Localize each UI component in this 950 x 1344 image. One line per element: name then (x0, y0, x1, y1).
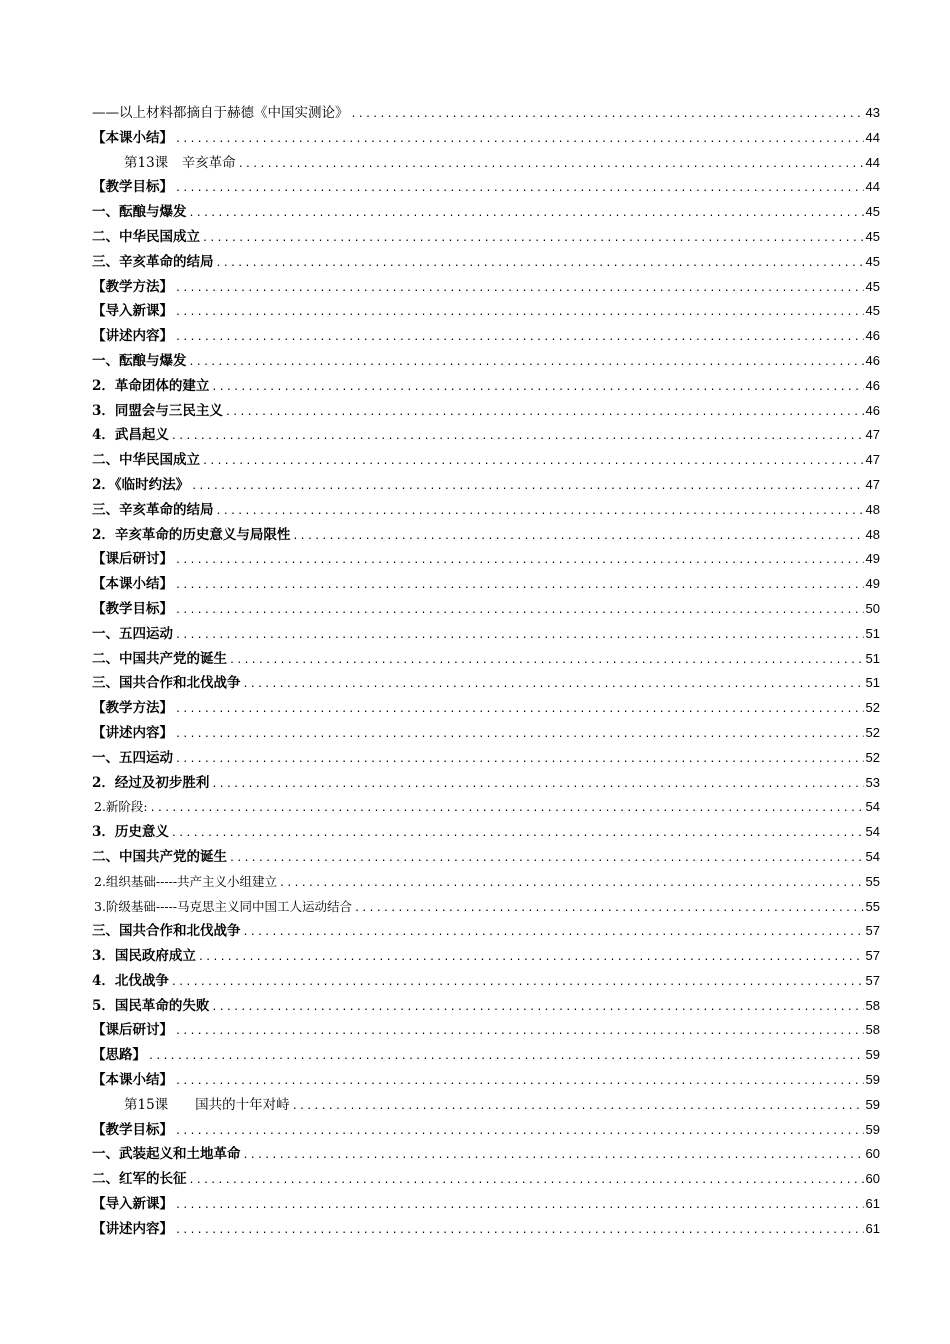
toc-entry-page-number: 51 (865, 625, 880, 641)
toc-entry-title: 4．北伐战争 (92, 972, 169, 989)
toc-entry[interactable] (92, 870, 880, 895)
toc-entry-title: ——以上材料都摘自于赫德《中国实测论》 (92, 105, 349, 121)
toc-entry[interactable] (92, 250, 880, 275)
toc-entry[interactable] (92, 299, 880, 324)
toc-entry-page-number: 61 (865, 1220, 880, 1236)
toc-entry-title: 【教学目标】 (92, 179, 173, 196)
toc-dot-leader (191, 475, 863, 498)
toc-entry-title: 【思路】 (92, 1047, 146, 1064)
toc-dot-leader (175, 1070, 864, 1093)
toc-entry-page-number: 57 (865, 972, 880, 988)
toc-entry-page-number: 45 (865, 303, 880, 319)
toc-dot-leader (171, 822, 864, 845)
toc-dot-leader (171, 425, 864, 448)
toc-entry-title: 5．国民革命的失败 (92, 997, 210, 1014)
toc-entry[interactable] (92, 696, 880, 721)
toc-dot-leader (279, 872, 863, 895)
toc-entry-page-number: 51 (865, 650, 880, 666)
toc-entry-title: 三、国共合作和北伐战争 (92, 923, 241, 940)
toc-entry-title: 【讲述内容】 (92, 724, 173, 741)
toc-entry[interactable] (92, 845, 880, 870)
toc-entry-page-number: 46 (865, 377, 880, 393)
toc-entry[interactable] (92, 101, 880, 126)
toc-entry-title: 一、酝酿与爆发 (92, 204, 187, 221)
toc-entry-page-number: 59 (865, 1121, 880, 1137)
toc-dot-leader (175, 599, 864, 622)
toc-entry-page-number: 51 (865, 675, 880, 691)
toc-entry[interactable] (92, 1093, 880, 1118)
toc-dot-leader (189, 202, 864, 225)
toc-dot-leader (211, 376, 863, 399)
toc-entry-page-number: 49 (865, 576, 880, 592)
toc-dot-leader (229, 649, 864, 672)
toc-entry-title: 3．国民政府成立 (92, 948, 196, 965)
toc-entry-title: 【导入新课】 (92, 303, 173, 320)
toc-entry[interactable] (92, 994, 880, 1019)
toc-dot-leader (175, 128, 864, 151)
toc-dot-leader (175, 326, 864, 349)
toc-dot-leader (175, 698, 864, 721)
toc-entry-page-number: 59 (865, 1047, 880, 1063)
toc-entry-page-number: 48 (865, 501, 880, 517)
toc-entry-title: 一、酝酿与爆发 (92, 352, 187, 369)
toc-entry-page-number: 52 (865, 724, 880, 740)
toc-entry-title: 三、国共合作和北伐战争 (92, 675, 241, 692)
toc-dot-leader (211, 773, 863, 796)
toc-entry[interactable] (92, 200, 880, 225)
toc-entry-title: 三、辛亥革命的结局 (92, 501, 214, 518)
toc-dot-leader (175, 748, 864, 771)
toc-dot-leader (216, 500, 864, 523)
toc-entry-page-number: 52 (865, 749, 880, 765)
toc-entry-page-number: 46 (865, 402, 880, 418)
toc-entry[interactable] (92, 225, 880, 250)
toc-entry[interactable] (92, 721, 880, 746)
toc-entry-title: 二、中华民国成立 (92, 228, 200, 245)
toc-entry[interactable] (92, 1043, 880, 1068)
toc-entry-page-number: 59 (865, 1072, 880, 1088)
toc-entry-title: 一、武装起义和土地革命 (92, 1146, 241, 1163)
toc-entry[interactable] (92, 423, 880, 448)
toc-entry-title: 【课后研讨】 (92, 551, 173, 568)
toc-entry[interactable] (92, 1142, 880, 1167)
toc-entry-page-number: 47 (865, 452, 880, 468)
toc-dot-leader (175, 277, 864, 300)
toc-dot-leader (198, 946, 864, 969)
toc-dot-leader (202, 450, 864, 473)
toc-dot-leader (175, 1219, 864, 1242)
toc-dot-leader (229, 847, 864, 870)
toc-entry[interactable] (92, 547, 880, 572)
toc-entry-page-number: 49 (865, 551, 880, 567)
toc-entry-title: 【教学目标】 (92, 1121, 173, 1138)
table-of-contents (92, 101, 880, 1242)
toc-entry-page-number: 61 (865, 1196, 880, 1212)
toc-entry-page-number: 59 (865, 1096, 880, 1112)
toc-entry-page-number: 58 (865, 997, 880, 1013)
toc-dot-leader (175, 574, 864, 597)
toc-entry-page-number: 46 (865, 328, 880, 344)
toc-entry-page-number: 44 (865, 179, 880, 195)
toc-entry-page-number: 55 (865, 873, 880, 889)
toc-dot-leader (175, 624, 864, 647)
toc-entry-page-number: 57 (865, 948, 880, 964)
toc-entry[interactable] (92, 498, 880, 523)
toc-entry-title: 3．历史意义 (92, 824, 169, 841)
toc-entry[interactable] (92, 126, 880, 151)
toc-entry-title: 【教学目标】 (92, 600, 173, 617)
toc-entry-page-number: 47 (865, 476, 880, 492)
toc-dot-leader (292, 1095, 864, 1118)
toc-dot-leader (175, 1120, 864, 1143)
toc-entry[interactable] (92, 944, 880, 969)
toc-entry[interactable] (92, 1118, 880, 1143)
toc-entry-title: 一、五四运动 (92, 625, 173, 642)
toc-dot-leader (175, 549, 864, 572)
toc-entry-title: 【讲述内容】 (92, 328, 173, 345)
toc-dot-leader (354, 897, 863, 920)
toc-dot-leader (216, 252, 864, 275)
toc-entry-page-number: 54 (865, 799, 880, 815)
toc-dot-leader (292, 525, 863, 548)
toc-entry-title: 一、五四运动 (92, 749, 173, 766)
toc-entry-title: 【讲述内容】 (92, 1220, 173, 1237)
toc-dot-leader (202, 227, 864, 250)
toc-entry-title: 【本课小结】 (92, 129, 173, 146)
toc-entry[interactable] (92, 151, 880, 176)
toc-entry[interactable] (92, 1018, 880, 1043)
toc-entry-title: 二、红军的长征 (92, 1171, 187, 1188)
toc-entry-title: 3.阶级基础-----马克思主义同中国工人运动结合 (94, 898, 353, 914)
toc-entry[interactable] (92, 820, 880, 845)
toc-entry-title: 第15课 国共的十年对峙 (124, 1096, 290, 1113)
toc-entry[interactable] (92, 1167, 880, 1192)
toc-dot-leader (175, 723, 864, 746)
toc-entry-page-number: 57 (865, 923, 880, 939)
toc-entry[interactable] (92, 399, 880, 424)
toc-entry-page-number: 52 (865, 700, 880, 716)
toc-entry[interactable] (92, 771, 880, 796)
toc-entry-page-number: 45 (865, 204, 880, 220)
toc-entry-title: 【课后研讨】 (92, 1022, 173, 1039)
toc-dot-leader (175, 1194, 864, 1217)
toc-entry-page-number: 45 (865, 228, 880, 244)
toc-entry-page-number: 47 (865, 427, 880, 443)
toc-entry-title: 2．《临时约法》 (92, 476, 190, 493)
toc-dot-leader (211, 996, 863, 1019)
toc-entry[interactable] (92, 374, 880, 399)
toc-entry[interactable] (92, 671, 880, 696)
toc-dot-leader (189, 351, 864, 374)
toc-entry-page-number: 45 (865, 278, 880, 294)
toc-entry-page-number: 58 (865, 1022, 880, 1038)
toc-entry-title: 【本课小结】 (92, 1072, 173, 1089)
toc-dot-leader (175, 177, 864, 200)
toc-entry-page-number: 60 (865, 1146, 880, 1162)
toc-entry[interactable] (92, 175, 880, 200)
toc-entry-page-number: 44 (865, 154, 880, 170)
toc-entry-title: 2.组织基础-----共产主义小组建立 (94, 873, 278, 889)
toc-entry-title: 4．武昌起义 (92, 427, 169, 444)
toc-entry-title: 【导入新课】 (92, 1196, 173, 1213)
toc-entry-title: 第13课 辛亥革命 (124, 154, 236, 171)
toc-entry[interactable] (92, 919, 880, 944)
toc-entry-page-number: 46 (865, 352, 880, 368)
toc-dot-leader (175, 301, 864, 324)
toc-entry[interactable] (92, 795, 880, 820)
toc-entry[interactable] (92, 275, 880, 300)
toc-entry[interactable] (92, 647, 880, 672)
toc-entry-page-number: 50 (865, 600, 880, 616)
toc-entry[interactable] (92, 1217, 880, 1242)
toc-entry-title: 2．辛亥革命的历史意义与局限性 (92, 526, 291, 543)
toc-entry-page-number: 54 (865, 848, 880, 864)
toc-entry-page-number: 55 (865, 898, 880, 914)
toc-entry-page-number: 48 (865, 526, 880, 542)
toc-entry-title: 【教学方法】 (92, 700, 173, 717)
toc-entry[interactable] (92, 523, 880, 548)
toc-dot-leader (175, 1020, 864, 1043)
toc-dot-leader (243, 673, 864, 696)
toc-entry[interactable] (92, 746, 880, 771)
toc-entry[interactable] (92, 349, 880, 374)
toc-entry[interactable] (92, 1068, 880, 1093)
toc-entry[interactable] (92, 473, 880, 498)
toc-entry[interactable] (92, 448, 880, 473)
toc-entry-title: 三、辛亥革命的结局 (92, 253, 214, 270)
toc-entry[interactable] (92, 324, 880, 349)
toc-dot-leader (243, 1144, 864, 1167)
toc-entry-page-number: 45 (865, 253, 880, 269)
toc-entry-page-number: 53 (865, 774, 880, 790)
toc-dot-leader (148, 1045, 864, 1068)
toc-entry-page-number: 60 (865, 1171, 880, 1187)
toc-entry[interactable] (92, 1192, 880, 1217)
toc-entry-page-number: 43 (865, 105, 880, 120)
toc-dot-leader (189, 1169, 864, 1192)
toc-dot-leader (150, 797, 864, 820)
toc-entry[interactable] (92, 597, 880, 622)
toc-entry-title: 【本课小结】 (92, 576, 173, 593)
toc-entry-title: 二、中国共产党的诞生 (92, 650, 227, 667)
toc-dot-leader (225, 401, 864, 424)
toc-entry-title: 2.新阶段: (94, 799, 148, 815)
toc-entry-title: 3．同盟会与三民主义 (92, 402, 223, 419)
toc-entry[interactable] (92, 622, 880, 647)
toc-dot-leader (238, 153, 864, 176)
toc-dot-leader (171, 971, 864, 994)
toc-entry-title: 2．经过及初步胜利 (92, 774, 210, 791)
toc-entry-title: 二、中国共产党的诞生 (92, 848, 227, 865)
toc-entry[interactable] (92, 895, 880, 920)
toc-entry-title: 【教学方法】 (92, 278, 173, 295)
toc-entry-page-number: 44 (865, 129, 880, 145)
toc-dot-leader (243, 921, 864, 944)
toc-entry-title: 2．革命团体的建立 (92, 377, 210, 394)
toc-dot-leader (351, 103, 864, 126)
toc-entry[interactable] (92, 572, 880, 597)
toc-entry[interactable] (92, 969, 880, 994)
toc-entry-title: 二、中华民国成立 (92, 452, 200, 469)
toc-entry-page-number: 54 (865, 824, 880, 840)
